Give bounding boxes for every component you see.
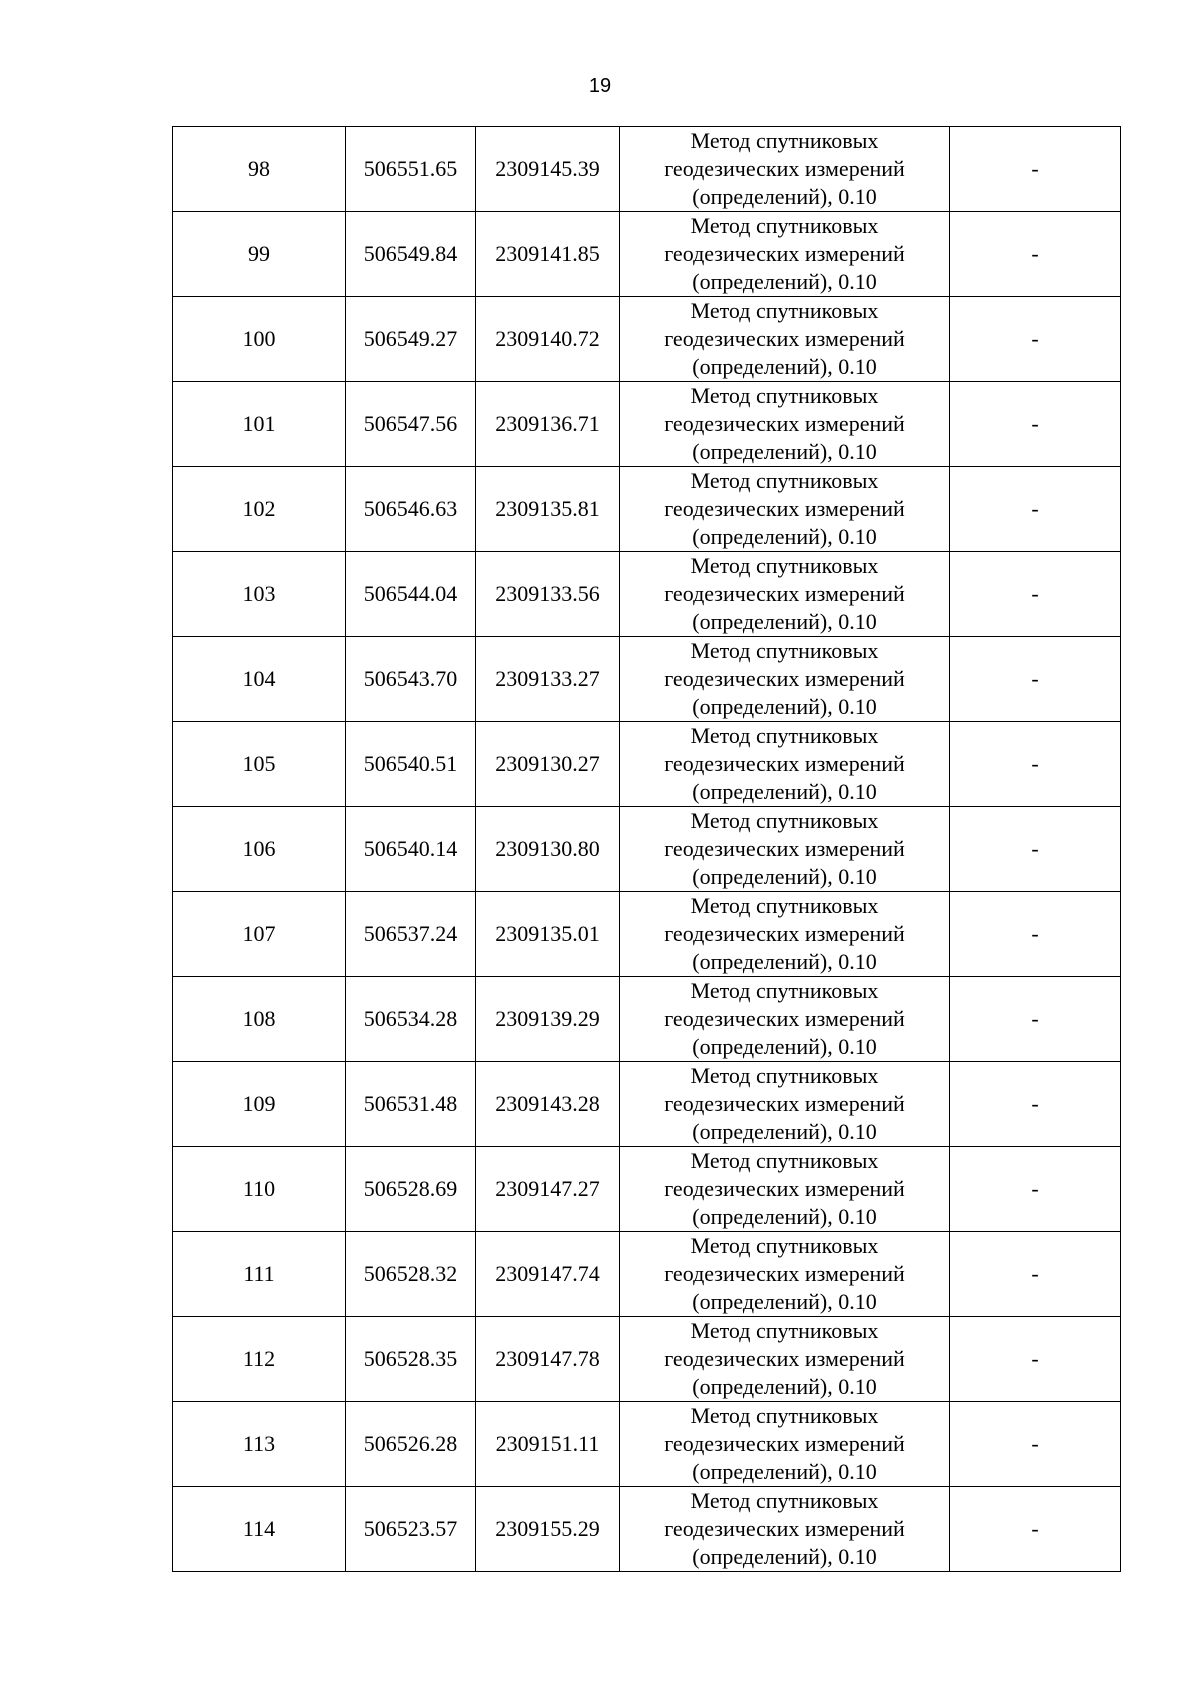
y-coordinate-cell: 2309151.11 <box>476 1402 620 1487</box>
table-row <box>173 1062 1121 1147</box>
x-coordinate-cell: 506537.24 <box>346 892 476 977</box>
method-cell: Метод спутниковых геодезических измерений (определений), 0.10 <box>620 1487 950 1572</box>
note-cell: - <box>950 1062 1121 1147</box>
y-coordinate-cell: 2309139.29 <box>476 977 620 1062</box>
x-coordinate-cell: 506547.56 <box>346 382 476 467</box>
note-cell: - <box>950 127 1121 212</box>
method-cell: Метод спутниковых геодезических измерений (определений), 0.10 <box>620 467 950 552</box>
point-number-cell: 102 <box>173 467 346 552</box>
method-cell: Метод спутниковых геодезических измерений (определений), 0.10 <box>620 127 950 212</box>
method-cell: Метод спутниковых геодезических измерений (определений), 0.10 <box>620 1147 950 1232</box>
point-number-cell: 101 <box>173 382 346 467</box>
method-cell: Метод спутниковых геодезических измерений (определений), 0.10 <box>620 637 950 722</box>
x-coordinate-cell: 506534.28 <box>346 977 476 1062</box>
point-number-cell: 114 <box>173 1487 346 1572</box>
note-cell: - <box>950 807 1121 892</box>
x-coordinate-cell: 506528.32 <box>346 1232 476 1317</box>
table-row <box>173 382 1121 467</box>
y-coordinate-cell: 2309135.81 <box>476 467 620 552</box>
note-cell: - <box>950 637 1121 722</box>
x-coordinate-cell: 506540.14 <box>346 807 476 892</box>
point-number-cell: 105 <box>173 722 346 807</box>
note-cell: - <box>950 892 1121 977</box>
note-cell: - <box>950 1402 1121 1487</box>
method-cell: Метод спутниковых геодезических измерений (определений), 0.10 <box>620 212 950 297</box>
y-coordinate-cell: 2309143.28 <box>476 1062 620 1147</box>
x-coordinate-cell: 506531.48 <box>346 1062 476 1147</box>
y-coordinate-cell: 2309130.27 <box>476 722 620 807</box>
y-coordinate-cell: 2309147.27 <box>476 1147 620 1232</box>
table-row <box>173 552 1121 637</box>
note-cell: - <box>950 977 1121 1062</box>
page-number: 19 <box>588 75 612 97</box>
y-coordinate-cell: 2309140.72 <box>476 297 620 382</box>
x-coordinate-cell: 506551.65 <box>346 127 476 212</box>
method-cell: Метод спутниковых геодезических измерений (определений), 0.10 <box>620 1232 950 1317</box>
note-cell: - <box>950 212 1121 297</box>
table-row <box>173 892 1121 977</box>
table-row <box>173 722 1121 807</box>
table-row <box>173 297 1121 382</box>
x-coordinate-cell: 506544.04 <box>346 552 476 637</box>
method-cell: Метод спутниковых геодезических измерений (определений), 0.10 <box>620 1317 950 1402</box>
point-number-cell: 110 <box>173 1147 346 1232</box>
note-cell: - <box>950 1232 1121 1317</box>
y-coordinate-cell: 2309133.27 <box>476 637 620 722</box>
x-coordinate-cell: 506540.51 <box>346 722 476 807</box>
coordinates-table-body <box>173 127 1121 1572</box>
note-cell: - <box>950 552 1121 637</box>
method-cell: Метод спутниковых геодезических измерений (определений), 0.10 <box>620 722 950 807</box>
x-coordinate-cell: 506543.70 <box>346 637 476 722</box>
point-number-cell: 112 <box>173 1317 346 1402</box>
point-number-cell: 104 <box>173 637 346 722</box>
method-cell: Метод спутниковых геодезических измерений (определений), 0.10 <box>620 552 950 637</box>
x-coordinate-cell: 506549.84 <box>346 212 476 297</box>
y-coordinate-cell: 2309147.74 <box>476 1232 620 1317</box>
table-row <box>173 212 1121 297</box>
table-row <box>173 637 1121 722</box>
method-cell: Метод спутниковых геодезических измерений (определений), 0.10 <box>620 892 950 977</box>
method-cell: Метод спутниковых геодезических измерений (определений), 0.10 <box>620 807 950 892</box>
point-number-cell: 98 <box>173 127 346 212</box>
coordinates-table <box>172 126 1121 1572</box>
table-row <box>173 1147 1121 1232</box>
y-coordinate-cell: 2309135.01 <box>476 892 620 977</box>
method-cell: Метод спутниковых геодезических измерений (определений), 0.10 <box>620 297 950 382</box>
point-number-cell: 106 <box>173 807 346 892</box>
x-coordinate-cell: 506528.35 <box>346 1317 476 1402</box>
point-number-cell: 103 <box>173 552 346 637</box>
point-number-cell: 111 <box>173 1232 346 1317</box>
y-coordinate-cell: 2309145.39 <box>476 127 620 212</box>
note-cell: - <box>950 467 1121 552</box>
method-cell: Метод спутниковых геодезических измерений (определений), 0.10 <box>620 1062 950 1147</box>
point-number-cell: 113 <box>173 1402 346 1487</box>
x-coordinate-cell: 506526.28 <box>346 1402 476 1487</box>
y-coordinate-cell: 2309133.56 <box>476 552 620 637</box>
table-row <box>173 1487 1121 1572</box>
method-cell: Метод спутниковых геодезических измерений (определений), 0.10 <box>620 382 950 467</box>
x-coordinate-cell: 506523.57 <box>346 1487 476 1572</box>
y-coordinate-cell: 2309141.85 <box>476 212 620 297</box>
table-row <box>173 127 1121 212</box>
table-row <box>173 807 1121 892</box>
point-number-cell: 100 <box>173 297 346 382</box>
method-cell: Метод спутниковых геодезических измерений (определений), 0.10 <box>620 977 950 1062</box>
point-number-cell: 107 <box>173 892 346 977</box>
note-cell: - <box>950 722 1121 807</box>
table-row <box>173 1232 1121 1317</box>
y-coordinate-cell: 2309147.78 <box>476 1317 620 1402</box>
x-coordinate-cell: 506546.63 <box>346 467 476 552</box>
y-coordinate-cell: 2309155.29 <box>476 1487 620 1572</box>
table-row <box>173 1402 1121 1487</box>
note-cell: - <box>950 382 1121 467</box>
note-cell: - <box>950 297 1121 382</box>
point-number-cell: 109 <box>173 1062 346 1147</box>
x-coordinate-cell: 506549.27 <box>346 297 476 382</box>
table-row <box>173 977 1121 1062</box>
point-number-cell: 108 <box>173 977 346 1062</box>
table-row <box>173 467 1121 552</box>
y-coordinate-cell: 2309130.80 <box>476 807 620 892</box>
note-cell: - <box>950 1147 1121 1232</box>
table-row <box>173 1317 1121 1402</box>
method-cell: Метод спутниковых геодезических измерений (определений), 0.10 <box>620 1402 950 1487</box>
y-coordinate-cell: 2309136.71 <box>476 382 620 467</box>
note-cell: - <box>950 1487 1121 1572</box>
note-cell: - <box>950 1317 1121 1402</box>
x-coordinate-cell: 506528.69 <box>346 1147 476 1232</box>
point-number-cell: 99 <box>173 212 346 297</box>
